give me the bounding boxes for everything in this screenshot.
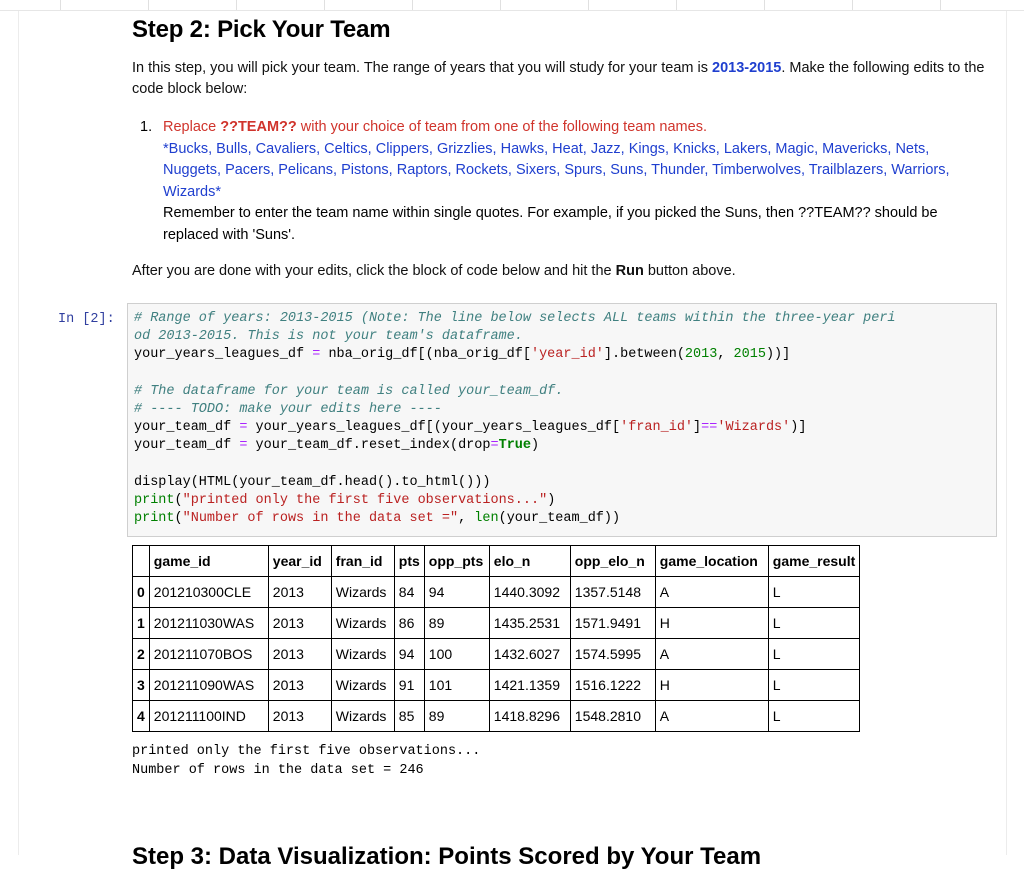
table-cell: 1432.6027 (489, 639, 570, 670)
code-string: 'fran_id' (620, 420, 694, 436)
table-cell: Wizards (331, 701, 394, 732)
table-cell: 201211100IND (149, 701, 268, 732)
code-comment: od 2013-2015. This is not your team's dataframe. (134, 329, 523, 345)
table-cell: 2013 (268, 670, 331, 701)
table-cell: L (768, 608, 859, 639)
table-cell: 1357.5148 (570, 577, 655, 608)
code-editor[interactable] (134, 310, 896, 528)
code-token: ].between( (603, 347, 685, 363)
code-string: "printed only the first five observations..." (182, 493, 548, 509)
replace-prefix: Replace (163, 119, 221, 135)
code-operator: = (239, 420, 248, 436)
column-header: game_id (149, 546, 268, 577)
next-section-heading (132, 843, 762, 870)
code-keyword: True (498, 438, 531, 454)
table-cell: 1574.5995 (570, 639, 655, 670)
table-cell: Wizards (331, 577, 394, 608)
table-cell: 201211090WAS (149, 670, 268, 701)
table-cell: 1435.2531 (489, 608, 570, 639)
table-cell: 201211070BOS (149, 639, 268, 670)
top-strip (0, 0, 1024, 11)
code-token: nba_orig_df[(nba_orig_df[ (320, 347, 531, 363)
table-cell: 1571.9491 (570, 608, 655, 639)
table-cell: 84 (394, 577, 424, 608)
code-token: ( (174, 493, 183, 509)
code-token: your_years_leagues_df[(your_years_leagues_df[ (247, 420, 621, 436)
table-cell: L (768, 577, 859, 608)
table-cell: 201210300CLE (149, 577, 268, 608)
table-row (133, 608, 860, 639)
table-cell: 101 (424, 670, 489, 701)
table-cell: Wizards (331, 608, 394, 639)
table-cell: L (768, 670, 859, 701)
column-header: year_id (268, 546, 331, 577)
code-token: )] (790, 420, 807, 436)
run-label: Run (615, 263, 644, 279)
code-string: "Number of rows in the data set =" (182, 511, 459, 527)
table-cell: 2013 (268, 701, 331, 732)
table-cell: 94 (394, 639, 424, 670)
code-cell[interactable] (127, 303, 997, 537)
table-cell: 100 (424, 639, 489, 670)
table-cell: 2013 (268, 577, 331, 608)
table-cell: 2013 (268, 639, 331, 670)
table-row (133, 577, 860, 608)
table-cell: 94 (424, 577, 489, 608)
year-range: 2013-2015 (712, 60, 782, 76)
code-operator: == (701, 420, 718, 436)
code-operator: = (490, 438, 499, 454)
table-cell: 86 (394, 608, 424, 639)
code-token: , (717, 347, 734, 363)
page-title: Step 2: Pick Your Team (132, 16, 391, 43)
code-builtin: print (134, 493, 175, 509)
list-number: 1. (140, 119, 153, 135)
code-string: 'year_id' (530, 347, 604, 363)
table-cell: 1421.1359 (489, 670, 570, 701)
table-cell: 1440.3092 (489, 577, 570, 608)
cell-stdout (132, 743, 480, 780)
code-token: ) (531, 438, 540, 454)
code-token: your_team_df (134, 420, 240, 436)
code-string: 'Wizards' (717, 420, 791, 436)
code-token: your_team_df.reset_index(drop (247, 438, 491, 454)
row-index: 3 (133, 670, 150, 701)
table-cell: L (768, 639, 859, 670)
code-token: , (458, 511, 475, 527)
team-names-list: *Bucks, Bulls, Cavaliers, Celtics, Clippers, Grizzlies, Hawks, Heat, Jazz, Kings, Knicks, Lakers, Magic, Mavericks, Nets, Nuggets, Pacers, Pelicans, Pistons, Raptors, Rockets, Sixers, Spurs, Suns, Thunder, Timberwolves, Trailblazers, Warriors, Wizards* (163, 140, 950, 200)
table-cell: H (655, 670, 768, 701)
code-number: 2015 (733, 347, 766, 363)
code-token: ] (693, 420, 702, 436)
row-index: 1 (133, 608, 150, 639)
table-cell: 2013 (268, 608, 331, 639)
intro-text-1: In this step, you will pick your team. The range of years that you will study for your team is (132, 60, 712, 76)
right-margin-line (1006, 11, 1007, 855)
column-header: fran_id (331, 546, 394, 577)
row-index: 4 (133, 701, 150, 732)
table-cell: A (655, 577, 768, 608)
replace-suffix: with your choice of team from one of the following team names. (296, 119, 707, 135)
column-header: elo_n (489, 546, 570, 577)
table-header-row (133, 546, 860, 577)
table-cell: 201211030WAS (149, 608, 268, 639)
run-text-2: button above. (643, 263, 736, 279)
table-cell: Wizards (331, 670, 394, 701)
code-token: display(HTML(your_team_df.head().to_html())) (134, 474, 491, 490)
column-header: pts (394, 546, 424, 577)
table-row (133, 670, 860, 701)
table-cell: Wizards (331, 639, 394, 670)
table-cell: 89 (424, 608, 489, 639)
replace-instruction (163, 117, 983, 139)
table-cell: 1548.2810 (570, 701, 655, 732)
code-token: ( (174, 511, 183, 527)
row-index: 2 (133, 639, 150, 670)
team-placeholder: ??TEAM?? (220, 119, 297, 135)
code-operator: = (239, 438, 248, 454)
index-header (133, 546, 150, 577)
code-comment: # Range of years: 2013-2015 (Note: The line below selects ALL teams within the three-year peri (134, 311, 896, 326)
cell-prompt: In [2]: (58, 312, 115, 327)
column-header: game_location (655, 546, 768, 577)
run-text-1: After you are done with your edits, click the block of code below and hit the (132, 263, 616, 279)
table-cell: A (655, 639, 768, 670)
code-builtin: print (134, 511, 175, 527)
code-operator: = (312, 347, 321, 363)
quote-note: Remember to enter the team name within single quotes. For example, if you picked the Suns, then ??TEAM?? should be replaced with 'Suns'. (163, 205, 938, 243)
code-token: ) (547, 493, 556, 509)
column-header: opp_elo_n (570, 546, 655, 577)
code-comment: # ---- TODO: make your edits here ---- (134, 402, 442, 418)
code-token: ))] (765, 347, 791, 363)
code-token: (your_team_df)) (498, 511, 621, 527)
output-line: printed only the first five observations... (132, 744, 481, 759)
next-heading-text: Step 3: Data Visualization: Points Scored by Your Team (132, 843, 762, 870)
left-margin-line (18, 11, 19, 855)
output-line: Number of rows in the data set = 246 (132, 762, 424, 778)
table-cell: 91 (394, 670, 424, 701)
table-cell: 85 (394, 701, 424, 732)
table-cell: 1516.1222 (570, 670, 655, 701)
table-cell: A (655, 701, 768, 732)
table-cell: H (655, 608, 768, 639)
column-header: opp_pts (424, 546, 489, 577)
table-cell: L (768, 701, 859, 732)
code-number: 2013 (684, 347, 718, 363)
code-token: your_team_df (134, 438, 240, 454)
code-builtin: len (474, 511, 499, 527)
table-cell: 1418.8296 (489, 701, 570, 732)
code-token: your_years_leagues_df (134, 347, 313, 363)
row-index: 0 (133, 577, 150, 608)
run-instruction (132, 261, 992, 282)
list-item (163, 117, 983, 246)
column-header: game_result (768, 546, 859, 577)
output-dataframe-table (132, 545, 860, 732)
table-row (133, 701, 860, 732)
code-comment: # The dataframe for your team is called your_team_df. (134, 383, 564, 399)
intro-paragraph (132, 58, 992, 100)
table-cell: 89 (424, 701, 489, 732)
intro-text-2: . Make the following edits to the code block below: (132, 60, 985, 97)
table-row (133, 639, 860, 670)
